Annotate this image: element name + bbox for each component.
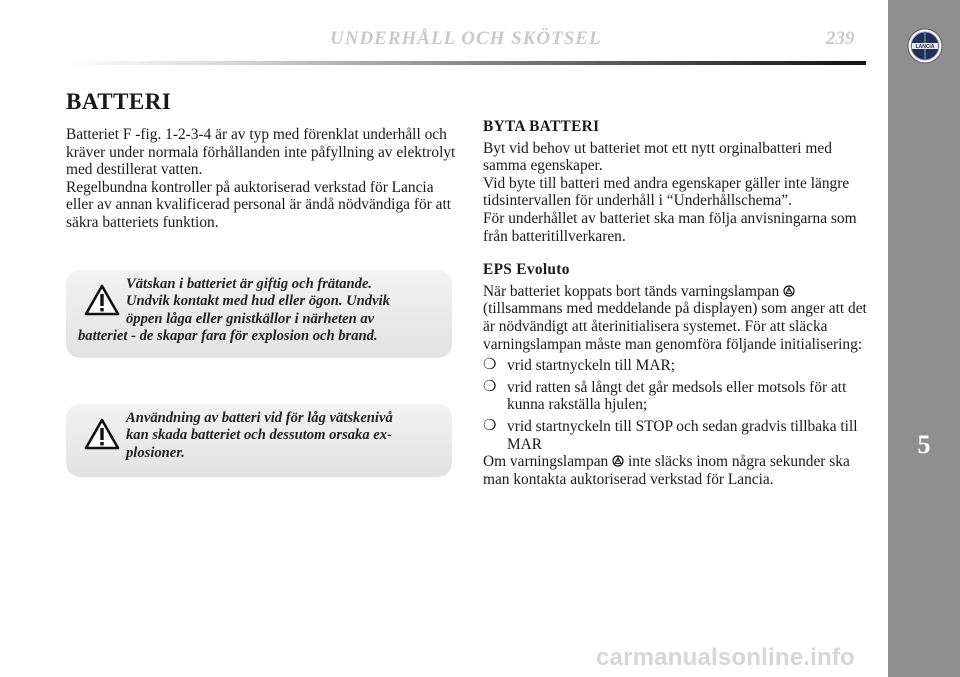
header-divider bbox=[66, 61, 866, 65]
paragraph-eps-intro bbox=[483, 283, 870, 353]
watermark: carmanualsonline.info bbox=[596, 644, 855, 671]
bullet-circle-icon: ❍ bbox=[483, 417, 497, 434]
list-item bbox=[483, 418, 870, 453]
paragraph: För underhållet av batteriet ska man följa anvisningarna som från batteritillverkaren. bbox=[483, 209, 857, 245]
paragraph: Regelbundna kontroller på auktoriserad verkstad för Lancia eller av annan kvalificerad personal är ändå nödvändiga för att säkra batteriets funktion. bbox=[66, 178, 452, 231]
list-item-text: vrid startnyckeln till STOP och sedan gradvis tillbaka till MAR bbox=[507, 417, 858, 453]
steering-warning-icon bbox=[612, 455, 624, 467]
chapter-number: 5 bbox=[917, 430, 931, 459]
warning-line: kan skada batteriet och dessutom orsaka ex- bbox=[126, 427, 392, 444]
bullet-circle-icon: ❍ bbox=[483, 357, 497, 374]
warning-line: Användning av batteri vid för låg vätskenivå bbox=[126, 410, 393, 426]
section-title-batteri: BATTERI bbox=[66, 89, 172, 114]
subheading-byta-batteri: BYTA BATTERI bbox=[483, 118, 600, 135]
left-column-text bbox=[66, 126, 456, 232]
warning-triangle-icon bbox=[84, 284, 120, 316]
steering-warning-icon bbox=[783, 285, 795, 297]
list-item bbox=[483, 379, 870, 414]
paragraph: Batteriet F -fig. 1-2-3-4 är av typ med förenklat underhåll och kräver under normala förhållanden inte påfyllning av elektrolyt med destillerat vatten. bbox=[66, 126, 456, 179]
text-segment: När batteriet koppats bort tänds varningslampan bbox=[483, 282, 780, 300]
list-item-text: vrid startnyckeln till MAR; bbox=[507, 357, 675, 375]
warning-triangle-icon bbox=[84, 418, 120, 450]
lancia-logo-icon bbox=[907, 28, 943, 64]
paragraph: Vid byte till batteri med andra egenskaper gäller inte längre tidsintervallen för underhåll i “Underhållschema”. bbox=[483, 174, 850, 210]
bullet-circle-icon: ❍ bbox=[483, 378, 497, 395]
warning-line: batteriet - de skapar fara för explosion och brand. bbox=[78, 328, 378, 345]
paragraph-eps-outro bbox=[483, 453, 870, 488]
subheading-eps-evoluto: EPS Evoluto bbox=[483, 261, 570, 279]
text-segment: (tillsammans med meddelande på displayen) som anger att det är nödvändigt att återinitialisera systemet. För att släcka varningslampan måste man genomföra följande initialisering: bbox=[483, 300, 867, 353]
text-segment: inte släcks inom några sekunder ska man kontakta auktoriserad verkstad för Lancia. bbox=[483, 453, 850, 488]
svg-text:LANCIA: LANCIA bbox=[915, 44, 935, 51]
page-number: 239 bbox=[826, 28, 855, 49]
warning-line: plosioner. bbox=[126, 444, 185, 461]
chapter-side-tab bbox=[888, 0, 960, 677]
warning-box-toxic-fluid bbox=[66, 270, 452, 358]
warning-line: Vätskan i batteriet är giftig och frätande. bbox=[126, 276, 373, 292]
paragraph: Byt vid behov ut batteriet mot ett nytt orginalbatteri med samma egenskaper. bbox=[483, 139, 832, 175]
warning-box-low-fluid-level bbox=[66, 404, 452, 477]
warning-line: öppen låga eller gnistkällor i närheten av bbox=[126, 310, 375, 327]
list-item-text: vrid ratten så långt det går medsols eller motsols för att kunna rakställa hjulen; bbox=[507, 378, 847, 414]
right-column-text bbox=[483, 118, 870, 488]
list-item bbox=[483, 357, 870, 375]
page-header-title: UNDERHÅLL OCH SKÖTSEL bbox=[330, 28, 602, 49]
warning-line: Undvik kontakt med hud eller ögon. Undvik bbox=[126, 293, 390, 310]
text-segment: Om varningslampan bbox=[483, 453, 609, 471]
